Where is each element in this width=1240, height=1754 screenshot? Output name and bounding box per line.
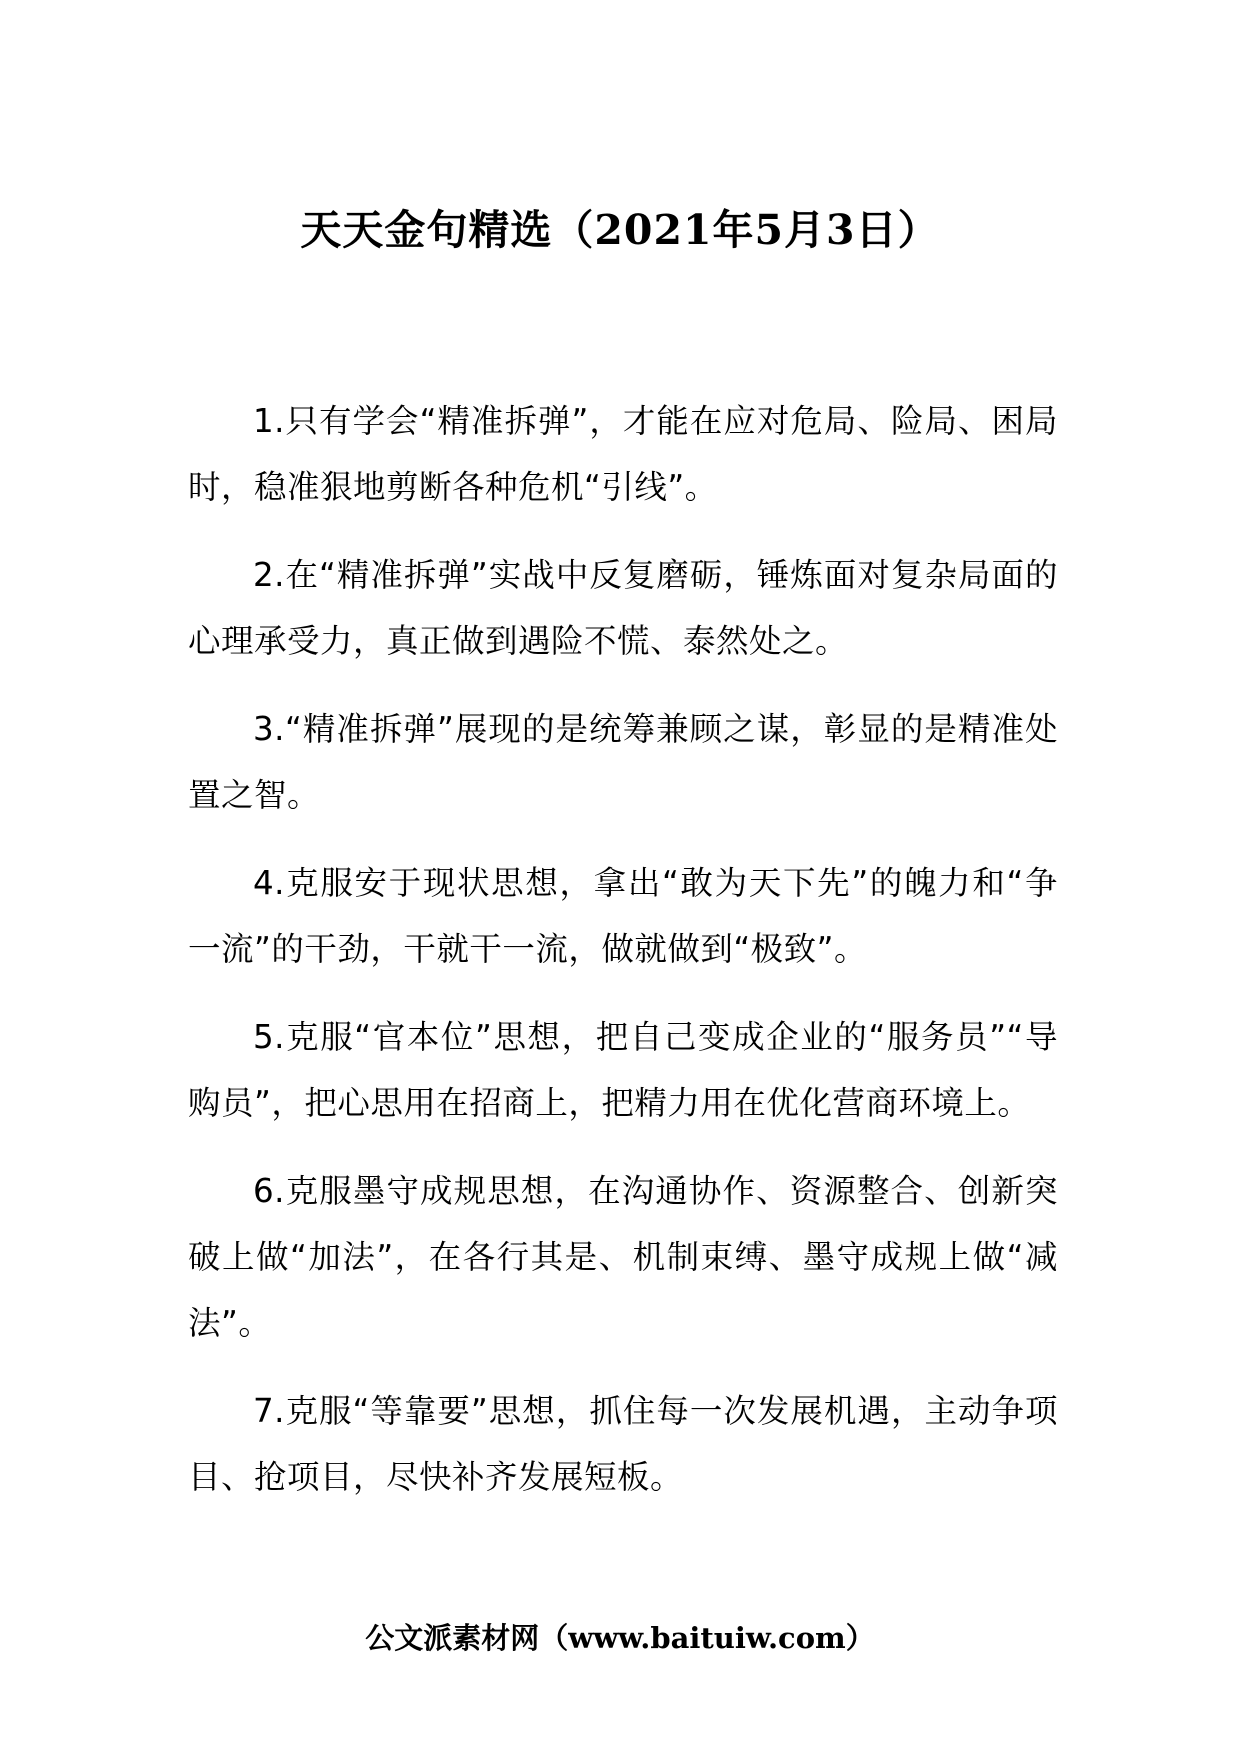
page-title: 天天金句精选（2021年5月3日） [300, 206, 940, 254]
quote-paragraph-1: 1.只有学会“精准拆弹”，才能在应对危局、险局、困局时，稳准狠地剪断各种危机“引线”。 [188, 402, 1058, 506]
document-body [188, 388, 1058, 1532]
quote-paragraph-7: 7.克服“等靠要”思想，抓住每一次发展机遇，主动争项目、抢项目，尽快补齐发展短板。 [188, 1392, 1058, 1496]
quote-paragraph-5: 5.克服“官本位”思想，把自己变成企业的“服务员”“导购员”，把心思用在招商上，把精力用在优化营商环境上。 [188, 1018, 1058, 1122]
quote-paragraph-4: 4.克服安于现状思想，拿出“敢为天下先”的魄力和“争一流”的干劲，干就干一流，做就做到“极致”。 [188, 864, 1058, 968]
quote-paragraph-6: 6.克服墨守成规思想，在沟通协作、资源整合、创新突破上做“加法”，在各行其是、机制束缚、墨守成规上做“减法”。 [188, 1172, 1058, 1342]
source-footer: 公文派素材网（www.baituiw.com） [365, 1621, 875, 1655]
quote-paragraph-3: 3.“精准拆弹”展现的是统筹兼顾之谋，彰显的是精准处置之智。 [188, 710, 1058, 814]
quote-paragraph-2: 2.在“精准拆弹”实战中反复磨砺，锤炼面对复杂局面的心理承受力，真正做到遇险不慌、泰然处之。 [188, 556, 1058, 660]
